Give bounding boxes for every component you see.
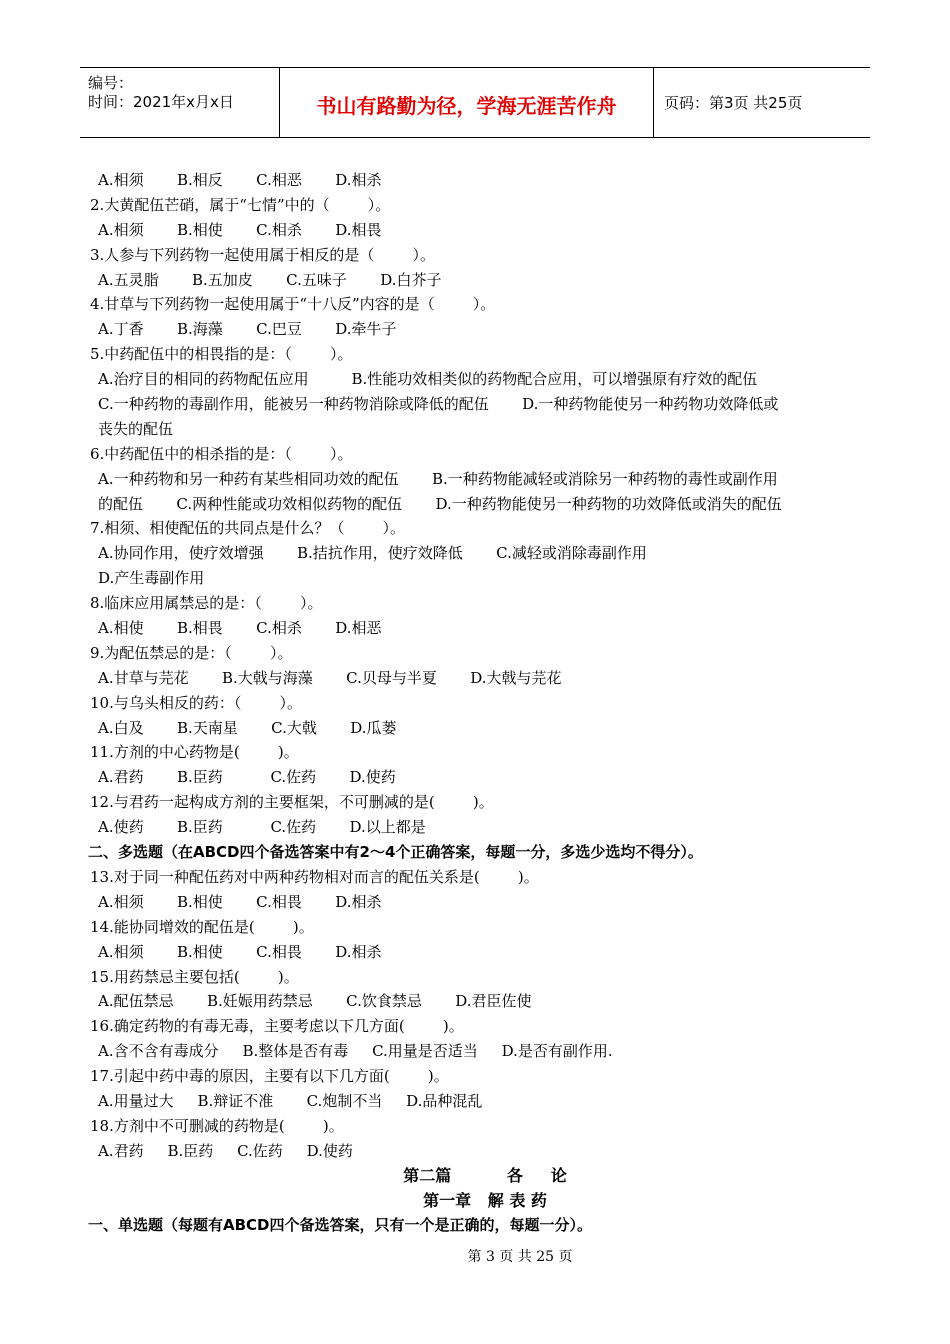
answer-options: A.协同作用，使疗效增强 B.拮抗作用，使疗效降低 C.减轻或消除毒副作用 xyxy=(98,544,647,563)
question-text: 7.相须、相使配伍的共同点是什么？（ ）。 xyxy=(90,519,405,538)
answer-options: A.君药 B.臣药 C.佐药 D.使药 xyxy=(98,1141,353,1160)
answer-options: A.甘草与芫花 B.大戟与海藻 C.贝母与半夏 D.大戟与芫花 xyxy=(98,668,562,687)
question-text: 15.用药禁忌主要包括( )。 xyxy=(90,967,299,986)
question-text: 13.对于同一种配伍药对中两种药物相对而言的配伍关系是( )。 xyxy=(90,867,539,886)
answer-options: 的配伍 C.两种性能或功效相似药物的配伍 D.一种药物能使另一种药物的功效降低或消失的配伍 xyxy=(98,494,782,513)
document-body xyxy=(90,168,880,1238)
question-text: 16.确定药物的有毒无毒，主要考虑以下几方面( )。 xyxy=(90,1017,464,1036)
answer-options: A.治疗目的相同的药物配伍应用 B.性能功效相类似的药物配合应用，可以增强原有疗效的配伍 xyxy=(98,370,758,389)
answer-options: A.相须 B.相反 C.相恶 D.相杀 xyxy=(98,171,382,189)
question-text: 12.与君药一起构成方剂的主要框架，不可删减的是( )。 xyxy=(90,793,494,812)
page-footer: 第 3 页 共 25 页 xyxy=(467,1249,573,1265)
answer-options: A.丁香 B.海藻 C.巴豆 D.牵牛子 xyxy=(98,320,397,339)
question-text: 2.大黄配伍芒硝，属于“七情”中的（ ）。 xyxy=(90,195,391,214)
question-text: 10.与乌头相反的药：（ ）。 xyxy=(90,693,303,712)
answer-options: A.用量过大 B.辩证不准 C.炮制不当 D.品种混乱 xyxy=(98,1091,483,1110)
question-text: 9.为配伍禁忌的是：（ ）。 xyxy=(90,643,293,662)
answer-options: A.一种药物和另一种药有某些相同功效的配伍 B.一种药物能减轻或消除另一种药物的毒性或副作用 xyxy=(98,469,778,488)
number-label: 编号： xyxy=(88,74,134,92)
section-heading: 一、单选题（每题有ABCD四个备选答案，只有一个是正确的，每题一分）。 xyxy=(88,1216,593,1235)
question-text: 11.方剂的中心药物是( )。 xyxy=(90,743,299,762)
answer-options: A.相须 B.相使 C.相畏 D.相杀 xyxy=(98,892,382,911)
answer-options: A.君药 B.臣药 C.佐药 D.使药 xyxy=(98,768,396,787)
question-text: 8.临床应用属禁忌的是：（ ）。 xyxy=(90,594,323,613)
page-header xyxy=(80,67,870,138)
question-text: 18.方剂中不可删减的药物是( )。 xyxy=(90,1116,344,1135)
chapter-title: 第一章 解 表 药 xyxy=(423,1190,547,1210)
answer-options: D.产生毒副作用 xyxy=(98,569,205,588)
header-left xyxy=(80,68,280,137)
question-text: 17.引起中药中毒的原因，主要有以下几方面( )。 xyxy=(90,1067,449,1086)
question-text: 5.中药配伍中的相畏指的是：（ ）。 xyxy=(90,345,353,364)
question-text: 3.人参与下列药物一起使用属于相反的是（ ）。 xyxy=(90,245,435,264)
header-motto: 书山有路勤为径，学海无涯苦作舟 xyxy=(280,68,654,137)
answer-options: A.含不含有毒成分 B.整体是否有毒 C.用量是否适当 D.是否有副作用. xyxy=(98,1042,613,1061)
chapter-title: 第二篇 各 论 xyxy=(403,1165,567,1185)
date-label: 时间：2021年x月x日 xyxy=(88,93,234,111)
answer-options: A.五灵脂 B.五加皮 C.五味子 D.白芥子 xyxy=(98,270,442,289)
answer-options: A.相须 B.相使 C.相畏 D.相杀 xyxy=(98,942,382,961)
section-heading: 二、多选题（在ABCD四个备选答案中有2～4个正确答案，每题一分，多选少选均不得分）。 xyxy=(88,843,703,862)
header-page-info: 页码：第3页 共25页 xyxy=(664,94,803,112)
question-text: 4.甘草与下列药物一起使用属于“十八反”内容的是（ ）。 xyxy=(90,295,496,314)
answer-options: A.使药 B.臣药 C.佐药 D.以上都是 xyxy=(98,818,426,837)
answer-options: A.相须 B.相使 C.相杀 D.相畏 xyxy=(98,220,382,239)
answer-options: A.配伍禁忌 B.妊娠用药禁忌 C.饮食禁忌 D.君臣佐使 xyxy=(98,992,532,1011)
answer-options: A.白及 B.天南星 C.大戟 D.瓜蒌 xyxy=(98,718,397,737)
answer-options: 丧失的配伍 xyxy=(98,419,174,438)
answer-options: C.一种药物的毒副作用，能被另一种药物消除或降低的配伍 D.一种药物能使另一种药物功效降低或 xyxy=(98,395,779,414)
question-text: 14.能协同增效的配伍是( )。 xyxy=(90,917,314,936)
answer-options: A.相使 B.相畏 C.相杀 D.相恶 xyxy=(98,619,382,638)
question-text: 6.中药配伍中的相杀指的是：（ ）。 xyxy=(90,444,353,463)
